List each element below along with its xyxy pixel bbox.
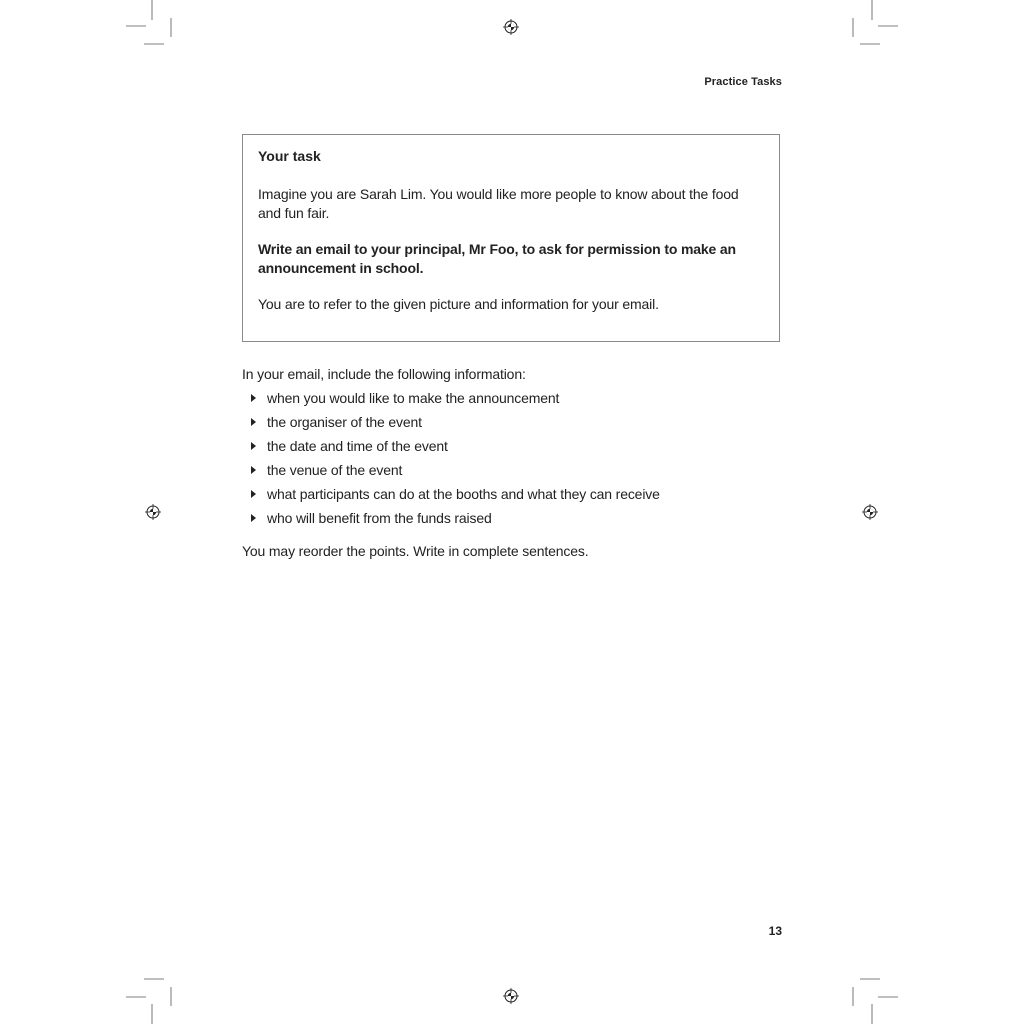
task-scenario: Imagine you are Sarah Lim. You would like more people to know about the food and fun fair. (258, 186, 739, 221)
triangle-bullet-icon (251, 466, 256, 474)
list-item (242, 437, 782, 456)
registration-mark-bottom (503, 988, 519, 1004)
registration-mark-top (503, 19, 519, 35)
crop-mark-bottom-right (853, 979, 898, 1024)
triangle-bullet-icon (251, 418, 256, 426)
crop-mark-bottom-left (126, 979, 171, 1024)
list-item (242, 413, 782, 432)
instructions-closing: You may reorder the points. Write in complete sentences. (242, 543, 589, 559)
triangle-bullet-icon (251, 442, 256, 450)
list-item-text: who will benefit from the funds raised (267, 510, 492, 526)
task-box (242, 134, 780, 342)
triangle-bullet-icon (251, 490, 256, 498)
list-item-text: the venue of the event (267, 462, 403, 478)
triangle-bullet-icon (251, 394, 256, 402)
info-list (242, 389, 782, 528)
task-reference-note: You are to refer to the given picture and information for your email. (258, 296, 659, 312)
task-instruction: Write an email to your principal, Mr Foo, to ask for permission to make an announcement in school. (258, 241, 736, 276)
triangle-bullet-icon (251, 514, 256, 522)
page-number: 13 (768, 924, 782, 938)
crop-mark-top-left (126, 0, 171, 44)
running-header: Practice Tasks (704, 76, 782, 88)
list-item (242, 389, 782, 408)
task-title: Your task (258, 148, 321, 164)
list-item (242, 485, 782, 504)
instructions-section (242, 365, 782, 561)
list-item-text: the date and time of the event (267, 438, 448, 454)
list-item (242, 509, 782, 528)
crop-mark-top-right (853, 0, 898, 44)
list-item-text: what participants can do at the booths and what they can receive (267, 486, 660, 502)
list-item (242, 461, 782, 480)
instructions-intro: In your email, include the following information: (242, 366, 526, 382)
list-item-text: when you would like to make the announcement (267, 390, 560, 406)
registration-mark-left (145, 504, 161, 520)
registration-mark-right (862, 504, 878, 520)
list-item-text: the organiser of the event (267, 414, 422, 430)
